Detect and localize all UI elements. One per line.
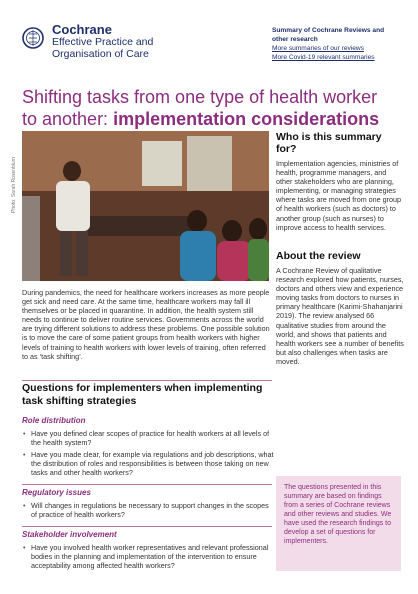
summary-label-2: other research [272,36,318,43]
questions-heading: Questions for implementers when implementing task shifting strategies [22,382,263,407]
section-divider [22,526,272,527]
section-role-distribution [22,416,274,480]
org-sub-1: Effective Practice and [52,36,154,48]
section-divider [22,484,272,485]
brand [52,24,153,60]
list-item: • Have you defined clear scopes of practice for health workers at all levels of the health system? [22,429,274,447]
header-links [272,26,407,62]
title-bold: implementation considerations [113,109,380,129]
section-regulatory-issues [22,488,274,522]
intro-paragraph: During pandemics, the need for healthcare workers increases as more people get sick and need care. At the same time, healthcare workers may fall ill themselves or be placed in quarantine. In addition, the health system still needs to continue to deliver routine services. Governments across the world are trying different solutions to address these problems. One possible solution is to move the care of some patient groups from health workers with higher levels of training to health workers with lower levels of training, often referred to as ‘task shifting’. [22,288,270,361]
who-heading: Who is this summary for? [276,131,382,155]
section-title: Regulatory issues [22,488,91,497]
list-item: • Will changes in regulations be necessary to support changes in the scopes of practice of health workers? [22,501,274,519]
list-item: • Have you made clear, for example via regulations and job descriptions, what the distribution of roles and responsibilities is between those taking on new tasks and other health workers? [22,450,274,477]
covid-summaries-link[interactable]: More Covid-19 relevant summaries [272,54,375,61]
clinic-photo [22,131,269,281]
about-heading: About the review [276,250,361,262]
who-text: Implementation agencies, ministries of health, programme managers, and other stakeholders who are planning, implementing, or managing strategies where tasks are moved from one group of health workers (such as doctors) to another group (such as nurses) to improve access to health services. [276,159,402,232]
more-reviews-link[interactable]: More summaries of our reviews [272,45,364,52]
page-title [22,86,402,130]
section-divider [22,380,272,381]
about-box [276,250,404,366]
photo-credit: Photo: Sarah Rosenblum [11,157,17,213]
org-name: Cochrane [52,22,112,37]
cochrane-logo [22,27,44,49]
title-line-2 [22,108,402,130]
callout-text: The questions presented in this summary are based on findings from a series of Cochrane reviews and other reviews and studies. We have used the research findings to develop a set of questions for implementers. [284,484,392,545]
org-sub-2: Organisation of Care [52,48,149,60]
title-plain: to another: [22,109,114,129]
section-title: Role distribution [22,416,86,425]
section-stakeholder-involvement [22,530,274,573]
who-box [276,131,404,232]
summary-label-1: Summary of Cochrane Reviews and [272,27,385,34]
list-item: • Have you involved health worker representatives and relevant professional bodies in the planning and implementation of the intervention to ensure acceptability among affected health workers? [22,543,274,570]
title-line-1: Shifting tasks from one type of health worker [22,87,378,107]
callout-box [276,476,401,571]
about-text: A Cochrane Review of qualitative research explored how patients, nurses, doctors and others view and experience moving tasks from doctors to nurses in primary healthcare (Karimi-Shahanjarini 2019). The review analysed 66 qualitative studies from around the world, and shows that patients and health workers see a number of benefits but also challenges when tasks are moved. [276,266,404,366]
section-title: Stakeholder involvement [22,530,117,539]
